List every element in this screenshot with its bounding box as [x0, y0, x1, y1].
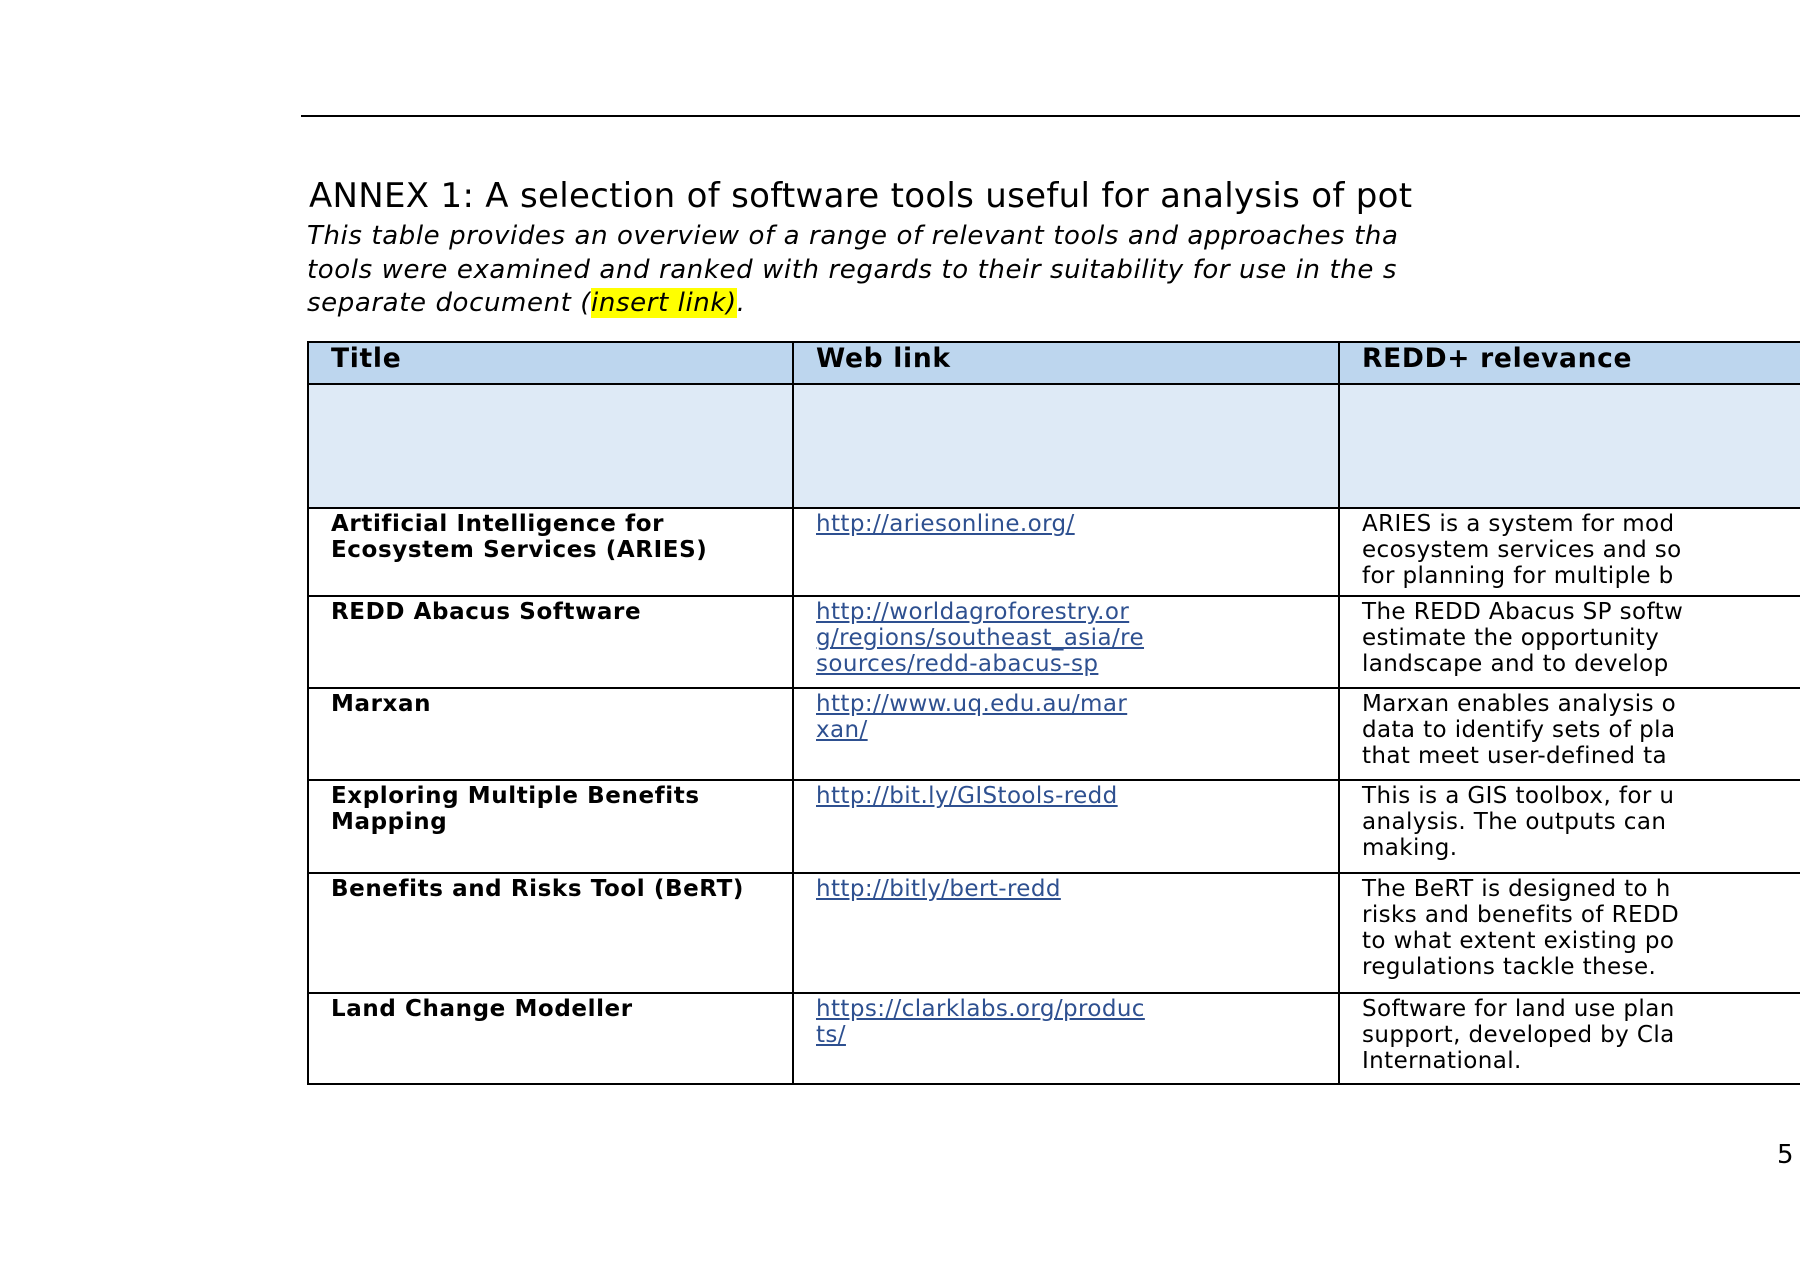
tool-title: Marxan [308, 688, 793, 780]
link-line: sources/redd-abacus-sp [816, 651, 1099, 677]
tool-web-link[interactable] [816, 599, 1144, 677]
tool-description [1339, 780, 1800, 873]
link-line: http://www.uq.edu.au/mar [816, 691, 1128, 717]
tool-link-cell [793, 688, 1339, 780]
tool-web-link[interactable]: http://bitly/bert-redd [816, 876, 1061, 902]
table-row [308, 780, 1800, 873]
header-title: Title [308, 342, 793, 384]
description-line: landscape and to develop [1362, 651, 1669, 677]
link-line: http://worldagroforestry.or [816, 599, 1130, 625]
intro-line-3-end: . [736, 288, 746, 318]
description-line: analysis. The outputs can [1362, 809, 1667, 835]
description-line: ARIES is a system for mod [1362, 511, 1675, 537]
header-web-link: Web link [793, 342, 1339, 384]
page-number: 5 [1777, 1140, 1794, 1170]
table-header-row [308, 342, 1800, 384]
link-line: ts/ [816, 1022, 846, 1048]
tool-link-cell [793, 596, 1339, 688]
spacer-cell [308, 384, 793, 508]
description-line: support, developed by Cla [1362, 1022, 1675, 1048]
description-line: International. [1362, 1048, 1522, 1074]
description-line: This is a GIS toolbox, for u [1362, 783, 1675, 809]
tool-link-cell [793, 508, 1339, 596]
tool-description [1339, 596, 1800, 688]
table-row [308, 993, 1800, 1084]
description-line: data to identify sets of pla [1362, 717, 1676, 743]
tools-table [307, 341, 1800, 1085]
tool-title: Land Change Modeller [308, 993, 793, 1084]
link-line: https://clarklabs.org/produc [816, 996, 1145, 1022]
intro-line-3-text: separate document ( [307, 288, 592, 318]
description-line: risks and benefits of REDD [1362, 902, 1680, 928]
description-line: regulations tackle these. [1362, 954, 1657, 980]
description-line: The BeRT is designed to h [1362, 876, 1671, 902]
tool-description [1339, 873, 1800, 993]
tools-table-wrapper [307, 341, 1800, 1085]
intro-line-3 [307, 287, 1398, 321]
tool-web-link[interactable] [816, 691, 1127, 743]
table-row [308, 688, 1800, 780]
tool-link-cell [793, 780, 1339, 873]
description-line: to what extent existing po [1362, 928, 1675, 954]
link-line: xan/ [816, 717, 868, 743]
description-line: Marxan enables analysis o [1362, 691, 1677, 717]
intro-line-1: This table provides an overview of a range of relevant tools and approaches tha [307, 221, 1399, 251]
description-line: ecosystem services and so [1362, 537, 1682, 563]
tool-title: Artificial Intelligence for Ecosystem Services (ARIES) [308, 508, 793, 596]
description-line: making. [1362, 835, 1458, 861]
tool-description [1339, 993, 1800, 1084]
header-redd-relevance: REDD+ relevance [1339, 342, 1800, 384]
tool-title: REDD Abacus Software [308, 596, 793, 688]
insert-link-highlight: insert link) [591, 288, 737, 318]
tool-description [1339, 508, 1800, 596]
header-rule [301, 115, 1800, 117]
tool-link-cell [793, 873, 1339, 993]
tool-web-link[interactable]: http://ariesonline.org/ [816, 511, 1075, 537]
tool-title: Exploring Multiple Benefits Mapping [308, 780, 793, 873]
tool-title: Benefits and Risks Tool (BeRT) [308, 873, 793, 993]
spacer-cell [793, 384, 1339, 508]
intro-line-2: tools were examined and ranked with regards to their suitability for use in the s [307, 254, 1397, 285]
annex-heading: ANNEX 1: A selection of software tools useful for analysis of pot [309, 176, 1413, 216]
description-line: estimate the opportunity [1362, 625, 1660, 651]
table-row [308, 873, 1800, 993]
description-line: Software for land use plan [1362, 996, 1675, 1022]
intro-paragraph [307, 220, 1398, 321]
table-spacer-row [308, 384, 1800, 508]
table-row [308, 508, 1800, 596]
tool-web-link[interactable]: http://bit.ly/GIStools-redd [816, 783, 1118, 809]
spacer-cell [1339, 384, 1800, 508]
link-line: g/regions/southeast_asia/re [816, 625, 1145, 651]
tool-link-cell [793, 993, 1339, 1084]
tool-description [1339, 688, 1800, 780]
table-row [308, 596, 1800, 688]
description-line: The REDD Abacus SP softw [1362, 599, 1684, 625]
description-line: that meet user-defined ta [1362, 743, 1668, 769]
description-line: for planning for multiple b [1362, 563, 1674, 589]
tool-web-link[interactable] [816, 996, 1145, 1048]
